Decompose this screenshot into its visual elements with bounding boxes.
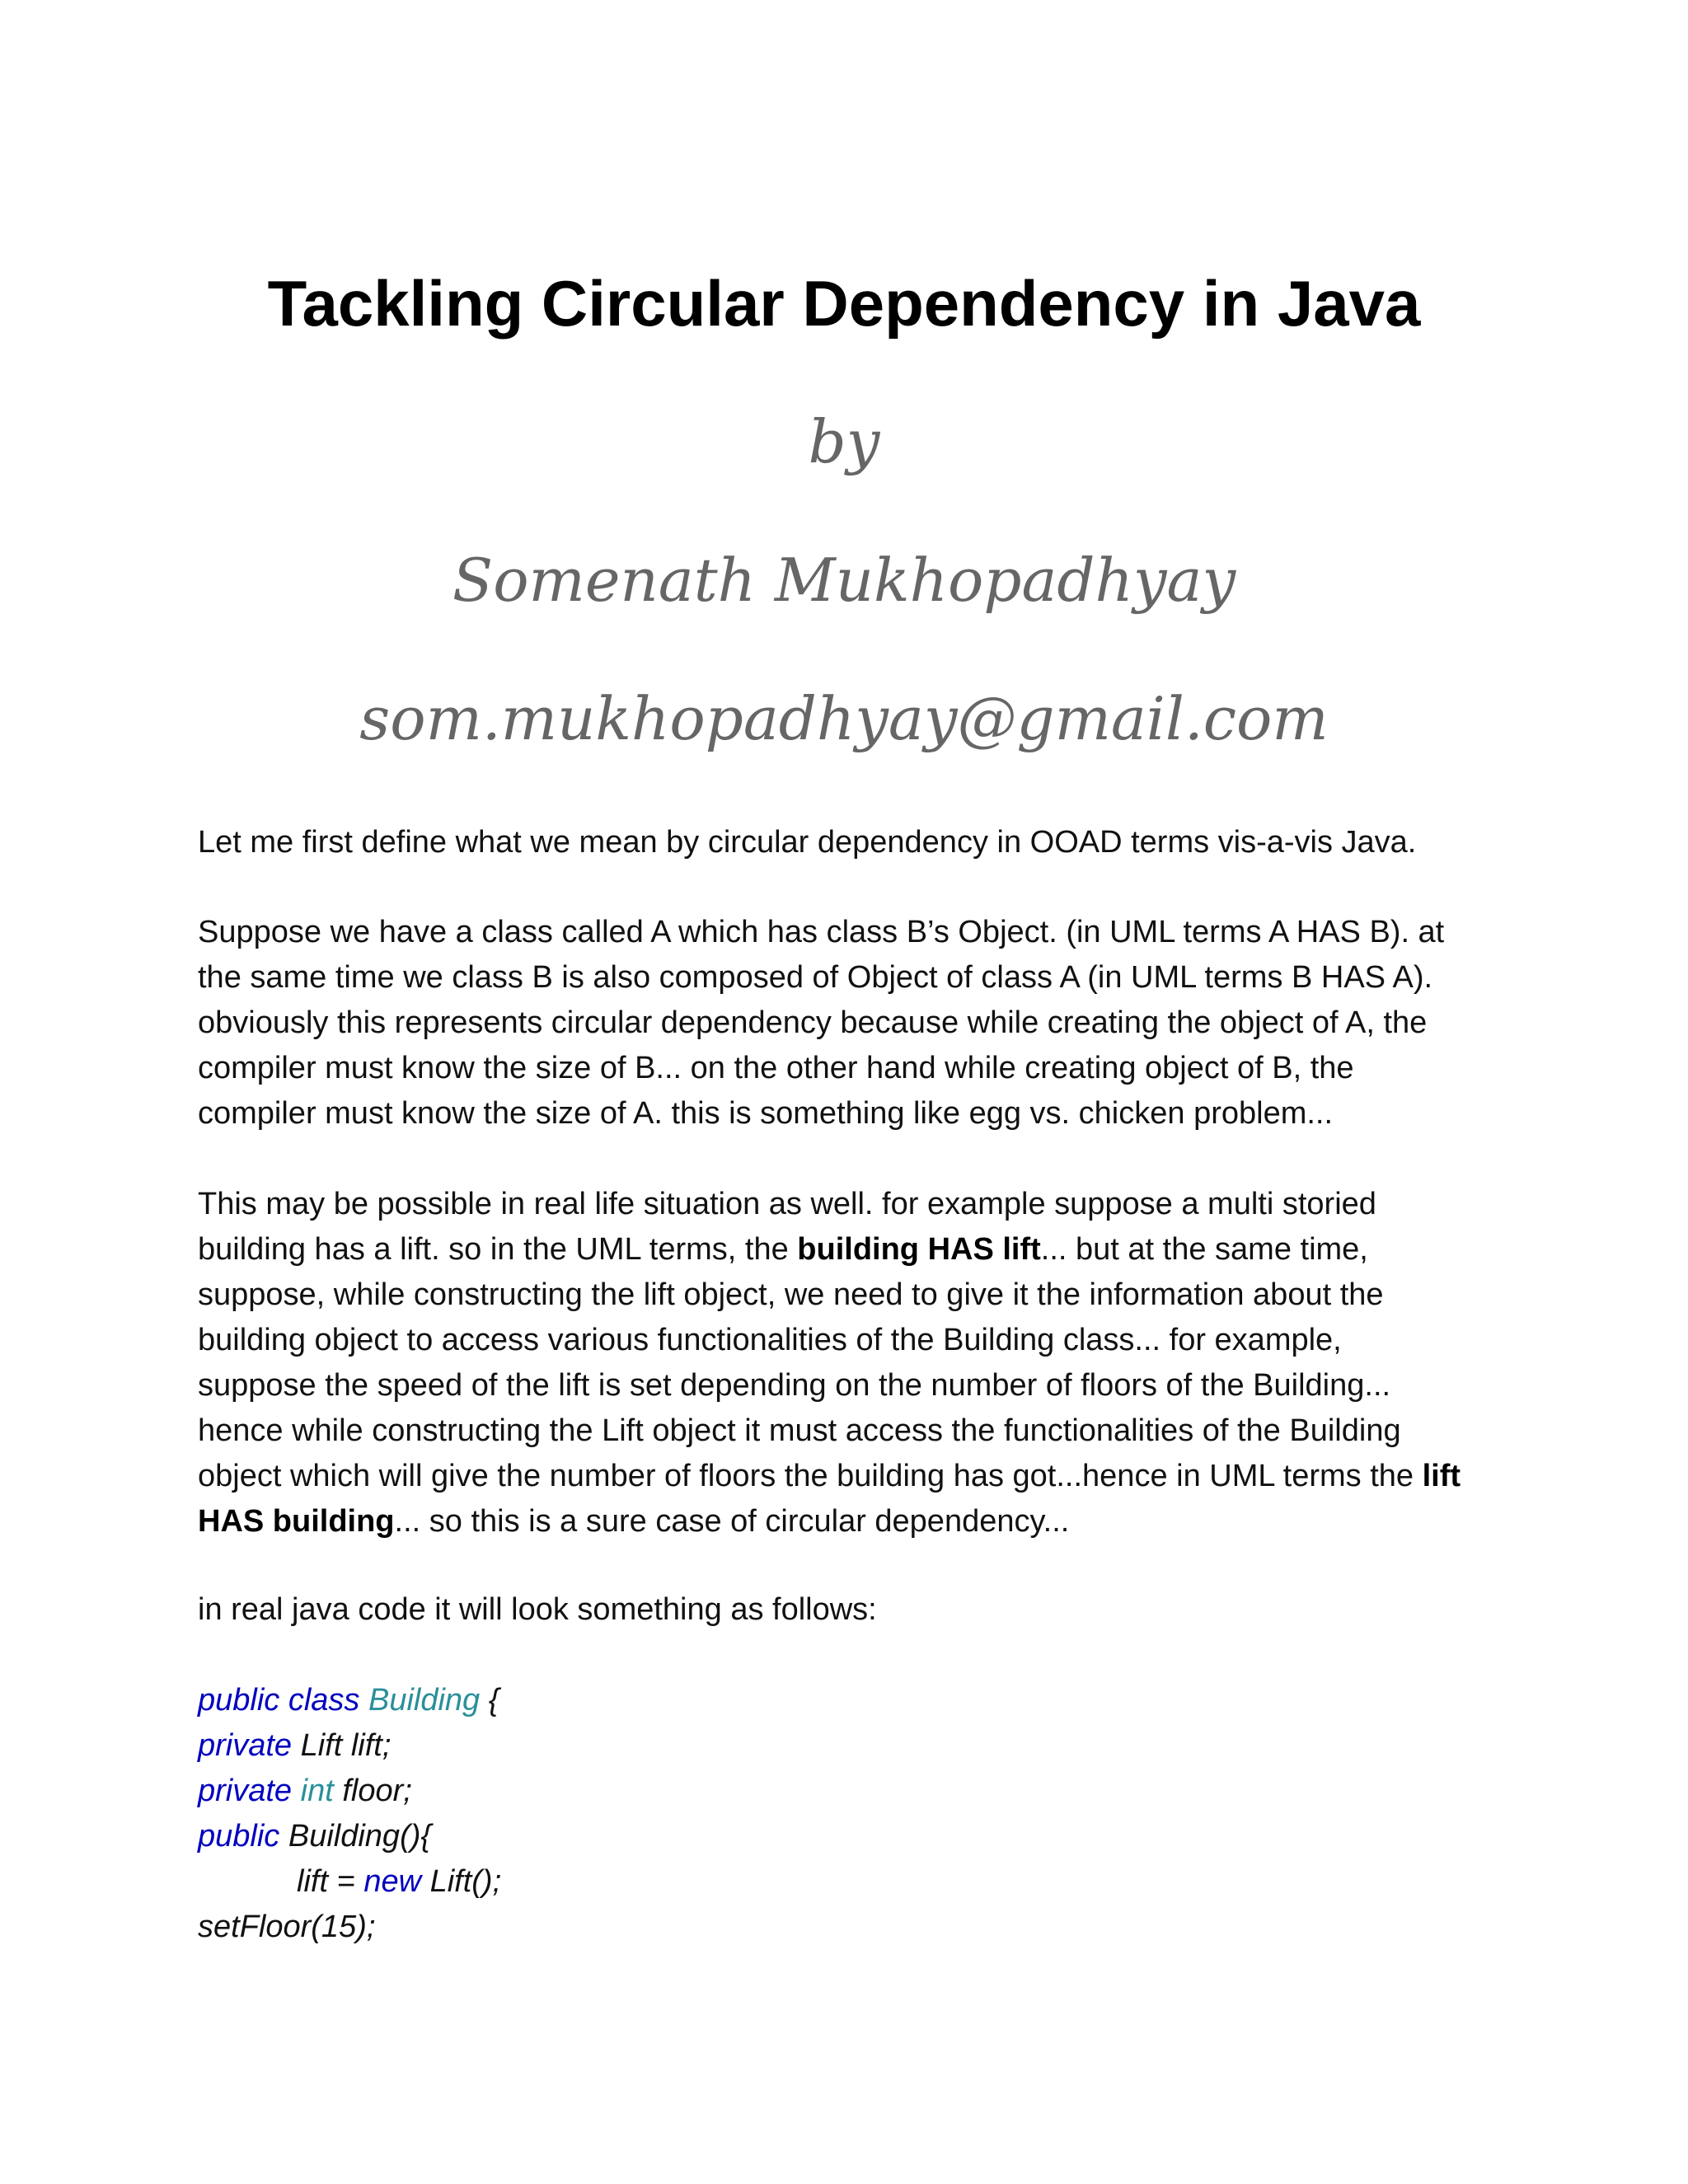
text-run: building has a lift. so in the UML terms, the [198, 1232, 798, 1267]
code-keyword: private [198, 1728, 293, 1763]
bold-phrase: building HAS lift [797, 1232, 1041, 1267]
paragraph-line: the same time we class B is also composed of Object of class A (in UML terms B HAS A). [198, 960, 1433, 995]
paragraph-line: compiler must know the size of A. this is something like egg vs. chicken problem... [198, 1096, 1334, 1131]
document-title: Tackling Circular Dependency in Java [267, 267, 1421, 340]
code-type: int [300, 1774, 334, 1808]
code-text: Building(){ [279, 1819, 432, 1854]
paragraph-line: Suppose we have a class called A which has class B’s Object. (in UML terms A HAS B). at [198, 915, 1445, 949]
paragraph-line: This may be possible in real life situation as well. for example suppose a multi storied [198, 1187, 1376, 1221]
paragraph-line [198, 1454, 1541, 1499]
bold-phrase: lift [1422, 1459, 1461, 1493]
paragraph-line [198, 1499, 1541, 1544]
text-run: ... so this is a sure case of circular dependency... [394, 1504, 1070, 1539]
paragraph-line: compiler must know the size of B... on the other hand while creating object of B, the [198, 1051, 1354, 1085]
code-line [198, 1723, 1541, 1769]
byline: by [808, 407, 880, 476]
code-line [198, 1859, 1541, 1905]
paragraph-line: in real java code it will look something as follows: [198, 1592, 877, 1627]
code-text: lift = [297, 1864, 364, 1899]
code-keyword: private [198, 1774, 293, 1808]
code-text: Lift(); [421, 1864, 502, 1899]
paragraph-line: suppose the speed of the lift is set depending on the number of floors of the Building... [198, 1368, 1391, 1403]
paragraph-line [198, 1227, 1541, 1272]
code-line [198, 1814, 1541, 1859]
paragraph-line: building object to access various functionalities of the Building class... for example, [198, 1323, 1342, 1357]
paragraph-line: Let me first define what we mean by circular dependency in OOAD terms vis-a-vis Java. [198, 825, 1417, 860]
code-type: Building [368, 1683, 481, 1718]
code-keyword: new [363, 1864, 422, 1899]
code-line [198, 1769, 1541, 1814]
code-text: Lift lift; [292, 1728, 392, 1763]
paragraph-intro [198, 820, 1541, 865]
code-keyword: public class [198, 1683, 360, 1718]
author-name: Somenath Mukhopadhyay [452, 546, 1236, 615]
paragraph-code-intro [198, 1587, 1541, 1633]
code-line: setFloor(15); [198, 1910, 376, 1944]
code-text: floor; [333, 1774, 412, 1808]
text-run: ... but at the same time, [1040, 1232, 1368, 1267]
code-block [198, 1678, 1541, 1950]
paragraph-line: hence while constructing the Lift object it must access the functionalities of the Building [198, 1413, 1401, 1448]
paragraph-building-example [198, 1182, 1541, 1544]
author-email: som.mukhopadhyay@gmail.com [359, 684, 1329, 753]
bold-phrase: HAS building [198, 1504, 395, 1539]
code-keyword: public [198, 1819, 280, 1854]
code-line [198, 1678, 1541, 1723]
text-run: object which will give the number of floors the building has got...hence in UML terms the [198, 1459, 1423, 1493]
code-text: { [480, 1683, 499, 1718]
paragraph-class-example [198, 910, 1541, 1137]
paragraph-line: obviously this represents circular dependency because while creating the object of A, the [198, 1005, 1428, 1040]
paragraph-line: suppose, while constructing the lift object, we need to give it the information about the [198, 1277, 1384, 1312]
